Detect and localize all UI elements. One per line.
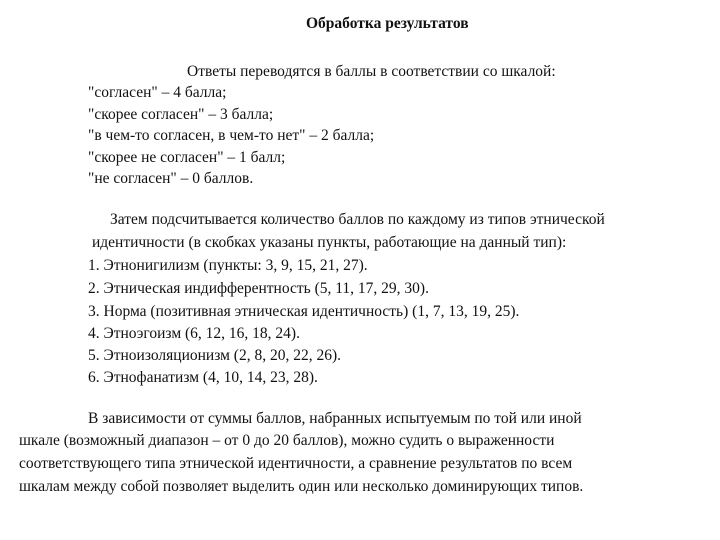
type-item: 5. Этноизоляционизм (2, 8, 20, 22, 26). <box>88 347 342 364</box>
type-item: 6. Этнофанатизм (4, 10, 14, 23, 28). <box>88 369 318 386</box>
type-item: 1. Этнонигилизм (пункты: 3, 9, 15, 21, 27). <box>88 257 368 274</box>
conclusion-line: шкале (возможный диапазон – от 0 до 20 баллов), можно судить о выраженности <box>19 432 555 449</box>
scoring-item: "согласен" – 4 балла; <box>88 84 227 101</box>
conclusion-line: В зависимости от суммы баллов, набранных испытуемым по той или иной <box>88 410 582 427</box>
conclusion-line: соответствующего типа этнической идентичности, а сравнение результатов по всем <box>19 455 573 472</box>
page-title: Обработка результатов <box>306 15 469 32</box>
scoring-item: "в чем-то согласен, в чем-то нет" – 2 балла; <box>88 127 375 144</box>
type-item: 2. Этническая индифферентность (5, 11, 17, 29, 30). <box>88 280 429 297</box>
conclusion-line: шкалам между собой позволяет выделить один или несколько доминирующих типов. <box>19 478 584 495</box>
scoring-item: "скорее не согласен" – 1 балл; <box>88 149 286 166</box>
types-intro-line: Затем подсчитывается количество баллов по каждому из типов этнической <box>110 211 605 228</box>
type-item: 4. Этноэгоизм (6, 12, 16, 18, 24). <box>88 325 300 342</box>
scoring-item: "скорее согласен" – 3 балла; <box>88 106 274 123</box>
types-intro-line: идентичности (в скобках указаны пункты, работающие на данный тип): <box>92 234 567 251</box>
type-item: 3. Норма (позитивная этническая идентичность) (1, 7, 13, 19, 25). <box>88 303 520 320</box>
scoring-intro: Ответы переводятся в баллы в соответствии со шкалой: <box>187 63 556 80</box>
scoring-item: "не согласен" – 0 баллов. <box>88 170 254 187</box>
